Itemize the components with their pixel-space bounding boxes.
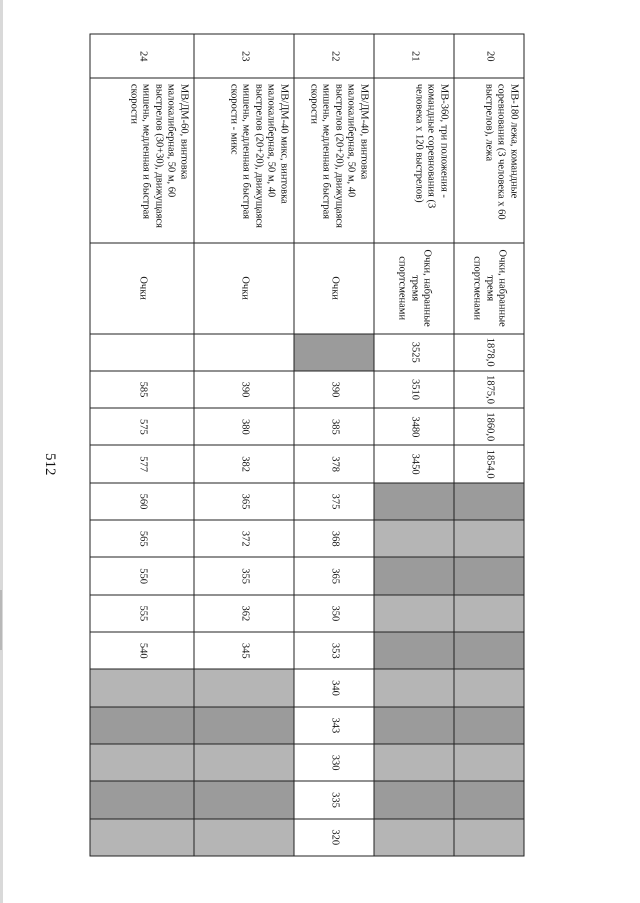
- value-cell: 382: [194, 445, 294, 482]
- shaded-cell: [374, 557, 454, 594]
- value-cell: 375: [294, 482, 374, 519]
- shaded-cell: [90, 669, 194, 706]
- table-frame: [90, 33, 524, 856]
- value-cell: 365: [194, 482, 294, 519]
- value-cell: 1875,0: [454, 370, 524, 407]
- table-row: [374, 34, 454, 856]
- shaded-cell: [374, 669, 454, 706]
- table-rotated: [90, 33, 524, 856]
- row-number: 20: [454, 34, 524, 78]
- shaded-cell: [194, 706, 294, 743]
- shaded-cell: [194, 781, 294, 818]
- unit-cell: Очки: [194, 242, 294, 333]
- value-cell: 1878,0: [454, 333, 524, 370]
- value-cell: 585: [90, 370, 194, 407]
- value-cell: 335: [294, 781, 374, 818]
- value-cell: 368: [294, 520, 374, 557]
- scan-shadow: [0, 0, 3, 903]
- row-number: 21: [374, 34, 454, 78]
- value-cell: 362: [194, 594, 294, 631]
- shaded-cell: [90, 706, 194, 743]
- shaded-cell: [374, 632, 454, 669]
- value-cell: 1854,0: [454, 445, 524, 482]
- value-cell: 3510: [374, 370, 454, 407]
- table-row: [194, 34, 294, 856]
- discipline-description: МВ/ДМ-40, винтовка малокалиберная, 50 м, 40 выстрелов (20+20), движущаяся мишень, медленная и быстрая скорости: [294, 78, 374, 242]
- discipline-description: МВ-360, три положения - командные соревнования (3 человека х 120 выстрелов): [374, 78, 454, 242]
- row-number: 24: [90, 34, 194, 78]
- shaded-cell: [90, 781, 194, 818]
- value-cell: 340: [294, 669, 374, 706]
- value-cell: 540: [90, 632, 194, 669]
- shaded-cell: [194, 669, 294, 706]
- value-cell: 565: [90, 520, 194, 557]
- table-body: [90, 34, 524, 856]
- scan-mark: [0, 590, 2, 650]
- value-cell: 3525: [374, 333, 454, 370]
- shaded-cell: [454, 557, 524, 594]
- shaded-cell: [454, 743, 524, 780]
- table-row: [454, 34, 524, 856]
- shaded-cell: [374, 781, 454, 818]
- value-cell: 560: [90, 482, 194, 519]
- shaded-cell: [454, 482, 524, 519]
- value-cell: 365: [294, 557, 374, 594]
- value-cell: [194, 333, 294, 370]
- value-cell: [90, 333, 194, 370]
- shaded-cell: [374, 594, 454, 631]
- page-number: 512: [42, 453, 58, 476]
- shaded-cell: [454, 594, 524, 631]
- shaded-cell: [454, 632, 524, 669]
- value-cell: 1860,0: [454, 408, 524, 445]
- value-cell: 343: [294, 706, 374, 743]
- unit-cell: Очки: [294, 242, 374, 333]
- value-cell: 353: [294, 632, 374, 669]
- shaded-cell: [374, 520, 454, 557]
- row-number: 22: [294, 34, 374, 78]
- shaded-cell: [90, 818, 194, 855]
- shaded-cell: [194, 743, 294, 780]
- unit-cell: Очки: [90, 242, 194, 333]
- value-cell: 3450: [374, 445, 454, 482]
- shaded-cell: [374, 482, 454, 519]
- standards-table: [89, 33, 524, 856]
- value-cell: 372: [194, 520, 294, 557]
- discipline-description: МВ/ДМ-60, винтовка малокалиберная, 50 м, 60 выстрелов (30+30), движущаяся мишень, медленная и быстрая скорости: [90, 78, 194, 242]
- value-cell: 577: [90, 445, 194, 482]
- row-number: 23: [194, 34, 294, 78]
- shaded-cell: [90, 743, 194, 780]
- value-cell: 550: [90, 557, 194, 594]
- shaded-cell: [454, 706, 524, 743]
- table-row: [90, 34, 194, 856]
- value-cell: 390: [294, 370, 374, 407]
- shaded-cell: [454, 520, 524, 557]
- shaded-cell: [454, 781, 524, 818]
- shaded-cell: [454, 669, 524, 706]
- value-cell: 350: [294, 594, 374, 631]
- shaded-cell: [374, 818, 454, 855]
- shaded-cell: [374, 706, 454, 743]
- value-cell: 378: [294, 445, 374, 482]
- shaded-cell: [454, 818, 524, 855]
- shaded-cell: [194, 818, 294, 855]
- value-cell: 320: [294, 818, 374, 855]
- value-cell: 355: [194, 557, 294, 594]
- shaded-cell: [374, 743, 454, 780]
- value-cell: 330: [294, 743, 374, 780]
- value-cell: 385: [294, 408, 374, 445]
- value-cell: 390: [194, 370, 294, 407]
- value-cell: 3480: [374, 408, 454, 445]
- value-cell: 380: [194, 408, 294, 445]
- value-cell: 555: [90, 594, 194, 631]
- discipline-description: МВ-180 лежа, командные соревнования (3 человека х 60 выстрелов), лежа: [454, 78, 524, 242]
- shaded-cell: [294, 333, 374, 370]
- value-cell: 345: [194, 632, 294, 669]
- unit-cell: Очки, набранные тремя спортсменами: [454, 242, 524, 333]
- unit-cell: Очки, набранные тремя спортсменами: [374, 242, 454, 333]
- table-row: [294, 34, 374, 856]
- discipline-description: МВ/ДМ-40 микс, винтовка малокалиберная, 50 м, 40 выстрелов (20+20), движущаяся мишень, медленная и быстрая скорости - микс: [194, 78, 294, 242]
- value-cell: 575: [90, 408, 194, 445]
